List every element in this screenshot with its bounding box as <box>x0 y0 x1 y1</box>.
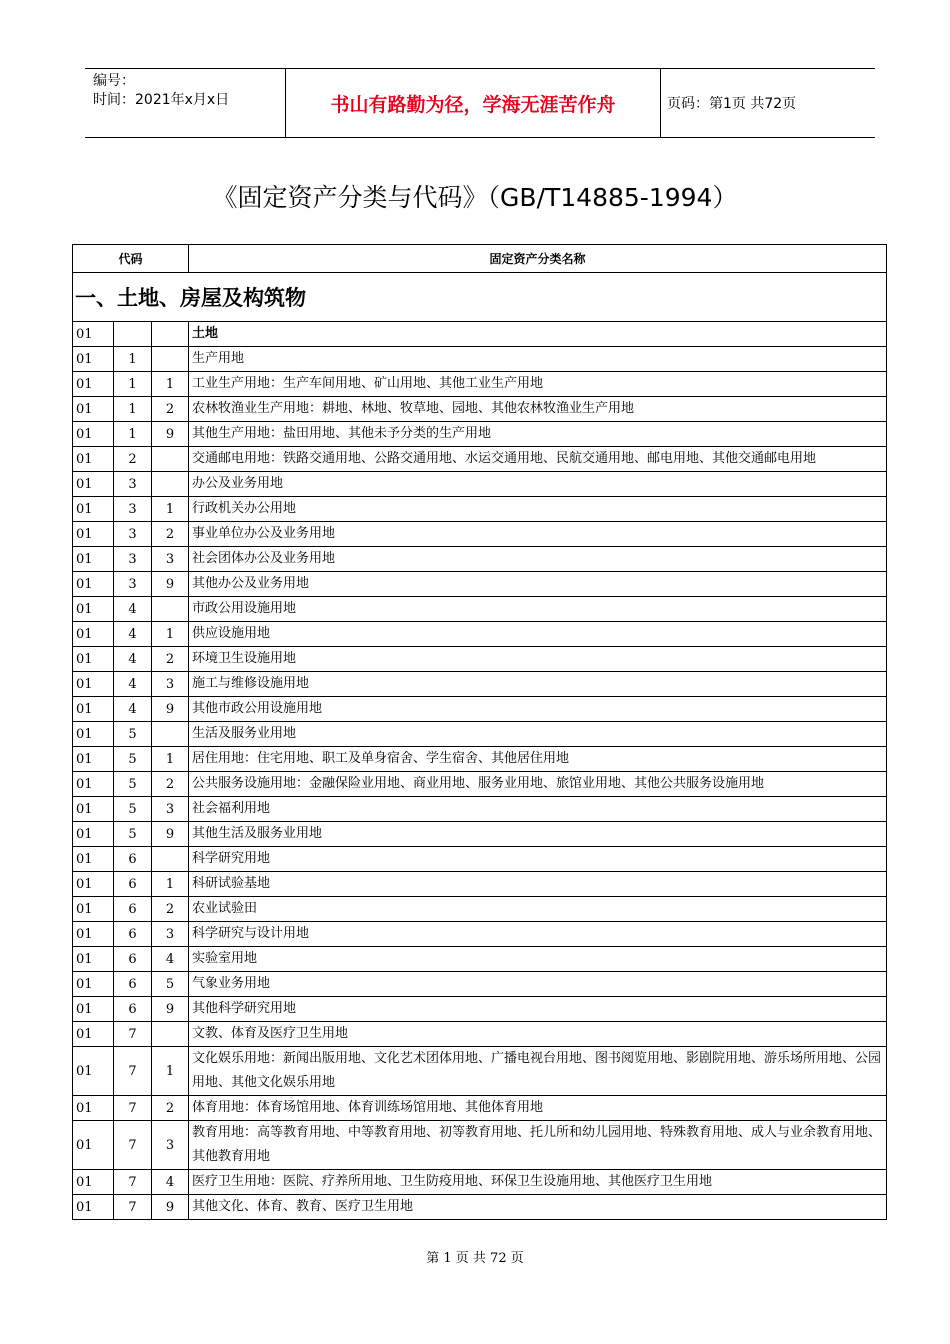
code-level-2: 3 <box>114 522 152 547</box>
code-level-2: 3 <box>114 572 152 597</box>
code-level-3: 2 <box>152 397 189 422</box>
table-row <box>73 422 887 447</box>
code-level-2: 7 <box>114 1096 152 1121</box>
code-level-2: 5 <box>114 722 152 747</box>
code-level-1: 01 <box>73 547 114 572</box>
code-level-2: 3 <box>114 472 152 497</box>
asset-category-name: 居住用地：住宅用地、职工及单身宿舍、学生宿舍、其他居住用地 <box>189 747 887 772</box>
asset-category-name: 社会团体办公及业务用地 <box>189 547 887 572</box>
code-level-1: 01 <box>73 922 114 947</box>
code-level-3: 9 <box>152 697 189 722</box>
code-level-3: 3 <box>152 1121 189 1170</box>
table-row <box>73 372 887 397</box>
asset-category-name: 文化娱乐用地：新闻出版用地、文化艺术团体用地、广播电视台用地、图书阅览用地、影剧院用地、游乐场所用地、公园用地、其他文化娱乐用地 <box>189 1047 887 1096</box>
table-row <box>73 397 887 422</box>
asset-category-name: 生产用地 <box>189 347 887 372</box>
table-row <box>73 472 887 497</box>
code-level-1: 01 <box>73 672 114 697</box>
code-level-1: 01 <box>73 597 114 622</box>
table-row <box>73 697 887 722</box>
asset-category-name: 其他市政公用设施用地 <box>189 697 887 722</box>
code-level-1: 01 <box>73 1047 114 1096</box>
code-level-3: 2 <box>152 897 189 922</box>
code-level-2: 4 <box>114 622 152 647</box>
code-level-1: 01 <box>73 747 114 772</box>
code-level-1: 01 <box>73 1121 114 1170</box>
code-level-2: 7 <box>114 1022 152 1047</box>
asset-category-name: 事业单位办公及业务用地 <box>189 522 887 547</box>
asset-category-name: 实验室用地 <box>189 947 887 972</box>
code-level-3: 4 <box>152 1170 189 1195</box>
code-level-2: 6 <box>114 922 152 947</box>
table-row <box>73 447 887 472</box>
table-row <box>73 497 887 522</box>
code-level-2: 1 <box>114 397 152 422</box>
table-row <box>73 922 887 947</box>
code-level-3: 1 <box>152 622 189 647</box>
code-level-1: 01 <box>73 997 114 1022</box>
code-level-2 <box>114 322 152 347</box>
table-row <box>73 347 887 372</box>
table-row <box>73 322 887 347</box>
asset-category-name: 教育用地：高等教育用地、中等教育用地、初等教育用地、托儿所和幼儿园用地、特殊教育用地、成人与业余教育用地、其他教育用地 <box>189 1121 887 1170</box>
table-body <box>73 273 887 1220</box>
header-meta <box>85 69 285 137</box>
code-level-2: 7 <box>114 1170 152 1195</box>
code-level-1: 01 <box>73 1096 114 1121</box>
table-row <box>73 1121 887 1170</box>
page-footer: 第 1 页 共 72 页 <box>426 1251 524 1266</box>
code-level-2: 7 <box>114 1195 152 1220</box>
code-level-2: 3 <box>114 497 152 522</box>
asset-category-name: 医疗卫生用地：医院、疗养所用地、卫生防疫用地、环保卫生设施用地、其他医疗卫生用地 <box>189 1170 887 1195</box>
code-level-3: 3 <box>152 922 189 947</box>
document-title: 《固定资产分类与代码》（GB/T14885-1994） <box>212 183 738 212</box>
asset-code-table <box>72 244 887 1220</box>
code-level-1: 01 <box>73 822 114 847</box>
asset-category-name: 环境卫生设施用地 <box>189 647 887 672</box>
code-level-3 <box>152 472 189 497</box>
code-level-3: 1 <box>152 372 189 397</box>
table-row <box>73 897 887 922</box>
code-level-2: 2 <box>114 447 152 472</box>
code-level-2: 4 <box>114 672 152 697</box>
code-level-2: 1 <box>114 347 152 372</box>
code-level-3: 3 <box>152 797 189 822</box>
asset-category-name: 土地 <box>189 322 887 347</box>
code-level-1: 01 <box>73 372 114 397</box>
table-row <box>73 1022 887 1047</box>
code-level-1: 01 <box>73 947 114 972</box>
asset-category-name: 其他科学研究用地 <box>189 997 887 1022</box>
code-level-3: 9 <box>152 572 189 597</box>
code-level-3: 9 <box>152 822 189 847</box>
code-level-2: 5 <box>114 772 152 797</box>
code-level-1: 01 <box>73 847 114 872</box>
table-row <box>73 1170 887 1195</box>
table-row <box>73 847 887 872</box>
code-level-3: 2 <box>152 1096 189 1121</box>
code-level-2: 4 <box>114 597 152 622</box>
code-level-3: 1 <box>152 872 189 897</box>
code-level-2: 7 <box>114 1121 152 1170</box>
asset-category-name: 其他办公及业务用地 <box>189 572 887 597</box>
code-level-3: 9 <box>152 422 189 447</box>
code-level-1: 01 <box>73 772 114 797</box>
code-level-3 <box>152 847 189 872</box>
table-row <box>73 672 887 697</box>
table-row <box>73 822 887 847</box>
code-level-2: 6 <box>114 872 152 897</box>
code-level-3: 2 <box>152 647 189 672</box>
code-level-2: 5 <box>114 797 152 822</box>
code-level-1: 01 <box>73 697 114 722</box>
code-level-3 <box>152 447 189 472</box>
code-level-2: 6 <box>114 972 152 997</box>
table-row <box>73 722 887 747</box>
table-row <box>73 797 887 822</box>
code-level-3 <box>152 347 189 372</box>
code-level-1: 01 <box>73 472 114 497</box>
table-row <box>73 647 887 672</box>
code-level-1: 01 <box>73 1195 114 1220</box>
header-motto: 书山有路勤为径，学海无涯苦作舟 <box>285 69 661 137</box>
table-row <box>73 1047 887 1096</box>
asset-category-name: 施工与维修设施用地 <box>189 672 887 697</box>
code-level-1: 01 <box>73 647 114 672</box>
table-row <box>73 522 887 547</box>
code-level-1: 01 <box>73 972 114 997</box>
header-number: 编号： <box>93 73 135 89</box>
asset-category-name: 农业试验田 <box>189 897 887 922</box>
code-level-1: 01 <box>73 572 114 597</box>
table-row <box>73 747 887 772</box>
table-row <box>73 547 887 572</box>
code-level-2: 6 <box>114 997 152 1022</box>
asset-category-name: 其他文化、体育、教育、医疗卫生用地 <box>189 1195 887 1220</box>
asset-category-name: 办公及业务用地 <box>189 472 887 497</box>
code-level-2: 4 <box>114 647 152 672</box>
code-level-2: 3 <box>114 547 152 572</box>
table-row <box>73 772 887 797</box>
asset-category-name: 供应设施用地 <box>189 622 887 647</box>
code-level-3: 9 <box>152 997 189 1022</box>
asset-category-name: 其他生产用地：盐田用地、其他未予分类的生产用地 <box>189 422 887 447</box>
asset-category-name: 交通邮电用地：铁路交通用地、公路交通用地、水运交通用地、民航交通用地、邮电用地、其他交通邮电用地 <box>189 447 887 472</box>
code-level-1: 01 <box>73 722 114 747</box>
asset-category-name: 科学研究与设计用地 <box>189 922 887 947</box>
code-level-3 <box>152 597 189 622</box>
table-row <box>73 622 887 647</box>
code-level-2: 7 <box>114 1047 152 1096</box>
code-level-3 <box>152 722 189 747</box>
code-level-2: 5 <box>114 747 152 772</box>
code-level-1: 01 <box>73 522 114 547</box>
table-row <box>73 1195 887 1220</box>
asset-category-name: 行政机关办公用地 <box>189 497 887 522</box>
page-header <box>85 68 875 138</box>
table-header-row <box>73 245 887 273</box>
code-level-3: 3 <box>152 547 189 572</box>
table-row <box>73 947 887 972</box>
code-level-2: 6 <box>114 947 152 972</box>
code-level-1: 01 <box>73 897 114 922</box>
asset-category-name: 生活及服务业用地 <box>189 722 887 747</box>
code-level-1: 01 <box>73 447 114 472</box>
code-level-1: 01 <box>73 622 114 647</box>
code-level-3: 2 <box>152 772 189 797</box>
code-level-1: 01 <box>73 797 114 822</box>
code-level-3 <box>152 322 189 347</box>
code-level-3: 1 <box>152 1047 189 1096</box>
asset-category-name: 工业生产用地：生产车间用地、矿山用地、其他工业生产用地 <box>189 372 887 397</box>
code-level-2: 1 <box>114 372 152 397</box>
code-level-1: 01 <box>73 322 114 347</box>
section-heading: 一、土地、房屋及构筑物 <box>73 273 887 322</box>
asset-category-name: 市政公用设施用地 <box>189 597 887 622</box>
code-level-1: 01 <box>73 347 114 372</box>
code-level-3: 1 <box>152 747 189 772</box>
table-row <box>73 1096 887 1121</box>
code-level-1: 01 <box>73 872 114 897</box>
code-level-1: 01 <box>73 397 114 422</box>
code-level-2: 5 <box>114 822 152 847</box>
asset-category-name: 农林牧渔业生产用地：耕地、林地、牧草地、园地、其他农林牧渔业生产用地 <box>189 397 887 422</box>
column-header-code: 代码 <box>73 245 189 273</box>
asset-category-name: 体育用地：体育场馆用地、体育训练场馆用地、其他体育用地 <box>189 1096 887 1121</box>
code-level-2: 6 <box>114 897 152 922</box>
asset-category-name: 其他生活及服务业用地 <box>189 822 887 847</box>
table-row <box>73 997 887 1022</box>
table-row <box>73 972 887 997</box>
asset-category-name: 气象业务用地 <box>189 972 887 997</box>
code-level-1: 01 <box>73 422 114 447</box>
code-level-3: 4 <box>152 947 189 972</box>
code-level-2: 4 <box>114 697 152 722</box>
code-level-2: 6 <box>114 847 152 872</box>
asset-category-name: 文教、体育及医疗卫生用地 <box>189 1022 887 1047</box>
code-level-3: 1 <box>152 497 189 522</box>
table-row <box>73 597 887 622</box>
asset-category-name: 公共服务设施用地：金融保险业用地、商业用地、服务业用地、旅馆业用地、其他公共服务设施用地 <box>189 772 887 797</box>
code-level-1: 01 <box>73 1170 114 1195</box>
asset-category-name: 科学研究用地 <box>189 847 887 872</box>
code-level-3: 3 <box>152 672 189 697</box>
code-level-1: 01 <box>73 1022 114 1047</box>
code-level-3: 9 <box>152 1195 189 1220</box>
code-level-3: 5 <box>152 972 189 997</box>
code-level-1: 01 <box>73 497 114 522</box>
column-header-name: 固定资产分类名称 <box>189 245 887 273</box>
table-row <box>73 572 887 597</box>
code-level-3: 2 <box>152 522 189 547</box>
code-level-2: 1 <box>114 422 152 447</box>
section-row <box>73 273 887 322</box>
asset-category-name: 科研试验基地 <box>189 872 887 897</box>
header-date: 时间：2021年x月x日 <box>93 92 230 108</box>
table-row <box>73 872 887 897</box>
header-page-number: 页码：第1页 共72页 <box>667 96 797 112</box>
code-level-3 <box>152 1022 189 1047</box>
asset-category-name: 社会福利用地 <box>189 797 887 822</box>
